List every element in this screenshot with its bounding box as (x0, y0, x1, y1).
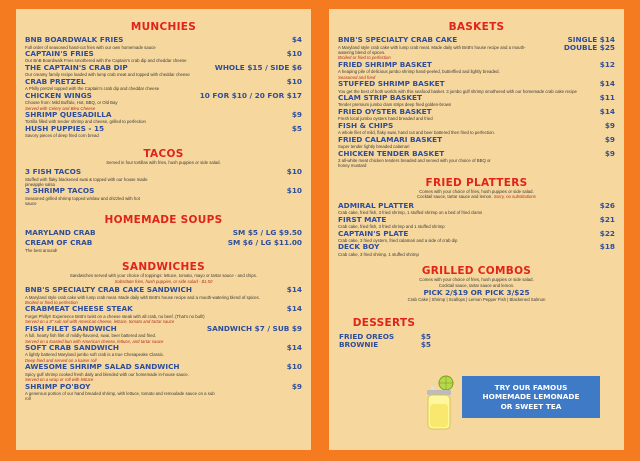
item-name: BNB'S SPECIALTY CRAB CAKE SANDWICH (25, 285, 193, 294)
item-desc: A generous portion of our hand breaded shrimp, with lettuce, tomato and remoulade sauce on a sub roll (25, 391, 215, 402)
item-price: $26 (599, 200, 615, 210)
promo-line-3: OR SWEET TEA (500, 401, 562, 411)
item-name: FRIED SHRIMP BASKET (338, 59, 432, 69)
item-desc: You get the best of both worlds with this seafood basket. 3 jumbo gulf shrimp smothered with our homemade crab cake recipe (338, 88, 577, 94)
menu-item (25, 125, 302, 139)
item-name: FRIED OYSTER BASKET (338, 106, 432, 116)
menu-item (338, 216, 615, 230)
item-price: $22 (599, 228, 615, 238)
platters-intro-2: Cocktail sauce, tartar sauce and lemon. (417, 194, 493, 200)
munchies-heading: MUNCHIES (130, 21, 197, 33)
item-note: Deep fried and served on a kaiser roll (25, 357, 97, 363)
item-price: $5 (420, 331, 431, 341)
item-name: CAPTAIN'S PLATE (338, 228, 409, 238)
right-menu-page (329, 9, 624, 450)
item-desc: Fresh local jumbo oysters hand breaded and fried (338, 116, 433, 122)
item-desc: Forget Philly!! Experience BnB's twist on a cheese steak with all crab, no beef. (That's no bull!) (25, 313, 205, 319)
item-name: STUFFED SHRIMP BASKET (338, 79, 445, 89)
item-price: $9 (291, 109, 302, 119)
lemonade-jar-icon (423, 374, 457, 432)
item-note: Served on a 8" sub roll with American cheese, lettuce, tomato and tartar sauce (25, 319, 175, 325)
item-desc: Full order of seasoned hand-cut fries with our own homemade sauce (25, 44, 156, 50)
sandwiches-intro-note: Substitute fries, hush puppies, or side salad - $1.50 (114, 278, 213, 284)
item-name: HUSH PUPPIES - 15 (25, 123, 105, 133)
item-desc: Choose from: Mild Buffalo, Hot, BBQ, or Old Bay (25, 100, 118, 106)
item-price: $5 (291, 123, 302, 133)
item-price: $14 (599, 79, 615, 89)
item-desc: Spicy gulf shrimp cooked fresh daily and blended with our homemade in-house sauce. (25, 371, 189, 377)
menu-item (338, 202, 615, 216)
item-name: CLAM STRIP BASKET (338, 92, 422, 102)
item-note: Served on a wrap or roll with lettuce (25, 377, 94, 383)
item-name: CREAM OF CRAB (25, 238, 93, 248)
item-price: SM $6 / LG $11.00 (227, 238, 302, 248)
item-price: $9 (291, 381, 302, 391)
item-price: $21 (599, 214, 615, 224)
menu-item (25, 111, 302, 125)
item-name: CHICKEN TENDER BASKET (338, 148, 445, 158)
dessert-list (339, 333, 431, 350)
item-desc: Crab cake, fried fish, 3 fried shrimp, 1 stuffed shrimp on a bed of fried clams (338, 210, 483, 216)
item-name: SHRIMP QUESADILLA (25, 109, 112, 119)
item-price: $18 (599, 242, 615, 252)
item-price: $5 (420, 340, 431, 350)
item-desc: Seasoned grilled shrimp topped w/slaw and drizzled with hot sauce (25, 195, 140, 207)
menu-item (25, 325, 302, 344)
item-name: FRIED OREOS (339, 331, 395, 341)
menu-item (338, 230, 615, 244)
menu-item (25, 168, 302, 187)
item-price: $10 (286, 48, 302, 58)
menu-item (25, 187, 302, 206)
soups-heading: HOMEMADE SOUPS (104, 213, 223, 226)
item-price-double: DOUBLE $25 (563, 42, 615, 52)
sandwiches-heading: SANDWICHES (122, 261, 205, 274)
menu-item (338, 94, 615, 108)
item-name: BROWNIE (339, 340, 379, 350)
item-note: Broiled or fried to perfection (338, 55, 391, 61)
menu-item (338, 108, 615, 122)
menu-item (25, 239, 302, 253)
item-price: SM $5 / LG $9.50 (232, 227, 302, 237)
baskets-heading: BASKETS (448, 21, 505, 33)
combo-options: Crab Cake | Shrimp | Scallops | Lemon Pepper Fish | Blackened Salmon (407, 297, 546, 303)
tacos-intro: Served in four tortillas with fries, hush puppies or side salad. (106, 159, 221, 165)
item-price: $11 (599, 92, 615, 102)
item-name: MARYLAND CRAB (25, 227, 96, 237)
platters-intro: Comes with your choice of fries, hush puppies or side salad. (419, 188, 534, 194)
item-note: Served with Celery and Bleu Cheese (25, 105, 96, 111)
sandwiches-intro: Sandwiches served with your choice of toppings: lettuce, tomato, mayo or tartar sauce - and chips. (69, 273, 258, 279)
item-price: $14 (286, 304, 302, 314)
item-price: $9 (604, 120, 615, 130)
platters-heading: FRIED PLATTERS (425, 176, 528, 189)
item-price: $9 (604, 134, 615, 144)
item-price: $14 (599, 106, 615, 116)
item-desc: A Philly pretzel topped with the Captain's crab dip and cheddar cheese (25, 86, 160, 92)
menu-item (338, 243, 615, 257)
item-name: BNB BOARDWALK FRIES (25, 35, 124, 44)
item-price: $4 (291, 35, 302, 44)
item-price: $14 (286, 285, 302, 294)
item-desc: 3 all-white meat chicken tenders breaded and served with your choice of BBQ or honey mustard (338, 158, 491, 169)
menu-item (25, 78, 302, 92)
item-desc: Crab cake, fried fish, 3 fried shrimp and 1 stuffed shrimp (338, 224, 445, 230)
menu-item (25, 64, 302, 78)
item-desc: Crab cake, 3 fried oysters, fried calamari and a side of crab dip (338, 238, 458, 243)
item-desc: A full, hearty fish filet of mildly-flavored, swai, beer battered and fried. (25, 333, 157, 339)
item-desc: Our BnB Boardwalk Fries smothered with the Captain's crab dip and cheddar cheese (25, 58, 187, 64)
item-desc: Tortilla filled with tender shrimp and cheese, grilled to perfection (25, 119, 146, 125)
menu-item (338, 150, 615, 169)
item-name: FISH FILET SANDWICH (25, 323, 117, 333)
item-price: SINGLE $14 (567, 35, 615, 44)
menu-item (338, 36, 615, 61)
desserts-heading: DESSERTS (352, 316, 416, 329)
item-name: CRABMEAT CHEESE STEAK (25, 304, 133, 314)
item-price: $12 (599, 59, 615, 69)
item-name: THE CAPTAIN'S CRAB DIP (25, 62, 128, 72)
item-desc: Super tender lightly breaded calamari (338, 144, 410, 150)
item-name: CAPTAIN'S FRIES (25, 48, 94, 58)
item-desc: Savory pieces of deep fried corn bread (25, 133, 99, 139)
item-desc: A Maryland style crab cake with lump crab meat. Made daily with BnB's house recipe and a mouth-watering blend of spices. (338, 44, 526, 55)
item-price: $9 (604, 148, 615, 158)
menu-item (338, 80, 615, 94)
item-desc: A lightly battered Maryland jumbo soft crab is a true Chesapeake Classic. (25, 352, 165, 358)
item-desc: Stuffed with flaky blackened swai & topped with our house made pineapple salsa (25, 176, 148, 188)
item-name: BNB'S SPECIALTY CRAB CAKE (338, 35, 458, 44)
menu-item (25, 286, 302, 305)
item-name: 3 FISH TACOS (25, 167, 82, 177)
item-price: $10 (286, 362, 302, 372)
menu-item (338, 122, 615, 136)
combos-intro-2: Cocktail sauce, tartar sauce and lemon. (438, 282, 515, 288)
platters-intro-note: Sorry, no substitutions (493, 194, 536, 200)
item-price: $10 (286, 167, 302, 177)
item-name: DECK BOY (338, 242, 380, 252)
item-price: $10 (286, 76, 302, 86)
menu-item (25, 305, 302, 324)
item-name: SOFT CRAB SANDWICH (25, 342, 119, 352)
item-desc: A heaping pile of delicious jumbo shrimp hand-peeled, butterflied and lightly breaded. (338, 69, 500, 75)
item-name: 3 SHRIMP TACOS (25, 186, 95, 196)
item-desc: Our creamy family recipe loaded with lump crab meat and topped with cheddar cheese (25, 72, 190, 78)
menu-item (25, 344, 302, 363)
item-name: FIRST MATE (338, 214, 387, 224)
combo-pick-price: PICK 2/$19 OR PICK 3/$25 (423, 288, 530, 298)
item-name: FRIED CALAMARI BASKET (338, 134, 443, 144)
item-desc: A Maryland style crab cake with lump crab meat. Made daily with BnB's house recipe and a mouth-watering blend of spices. (25, 294, 260, 300)
item-name: CRAB PRETZEL (25, 76, 86, 86)
item-price: 10 FOR $10 / 20 FOR $17 (199, 90, 302, 100)
left-menu-page (16, 9, 311, 450)
item-note: Served on a toasted bun with American cheese, lettuce, and tartar sauce (25, 338, 164, 344)
menu-item (25, 36, 302, 50)
item-price: WHOLE $15 / SIDE $6 (214, 62, 302, 72)
promo-line-2: HOMEMADE LEMONADE (482, 392, 580, 402)
tacos-heading: TACOS (143, 147, 184, 160)
item-note: Seasoned and fried (338, 74, 376, 80)
lemonade-promo-box (462, 376, 600, 418)
menu-item (338, 61, 615, 80)
item-desc: Crab cake, 3 fried shrimp, 1 stuffed shrimp (338, 251, 419, 257)
item-name: FISH & CHIPS (338, 120, 394, 130)
item-note: Broiled or fried to perfection (25, 299, 78, 305)
menu-item (25, 383, 302, 402)
item-name: CHICKEN WINGS (25, 90, 92, 100)
item-price: $14 (286, 342, 302, 352)
item-price: SANDWICH $7 / SUB $9 (206, 323, 302, 333)
item-name: SHRIMP PO'BOY (25, 381, 91, 391)
item-price: $10 (286, 186, 302, 196)
menu-item (338, 136, 615, 150)
menu-item (25, 363, 302, 382)
combos-heading: GRILLED COMBOS (421, 265, 532, 278)
item-desc: A whole filet of mild, flaky swai, hand cut and beer battered then fried to perfection. (338, 130, 495, 136)
menu-item (25, 229, 302, 238)
item-desc: The best around! (25, 247, 58, 253)
item-name: AWESOME SHRIMP SALAD SANDWICH (25, 362, 180, 372)
promo-line-1: TRY OUR FAMOUS (494, 382, 568, 392)
item-desc: Tender premium jumbo clam strips deep fried golden-brown (338, 102, 452, 108)
menu-item (25, 50, 302, 64)
item-name: ADMIRAL PLATTER (338, 200, 414, 210)
menu-item (25, 92, 302, 111)
combos-intro: Comes with your choice of fries, hush puppies or side salad. (419, 277, 534, 283)
